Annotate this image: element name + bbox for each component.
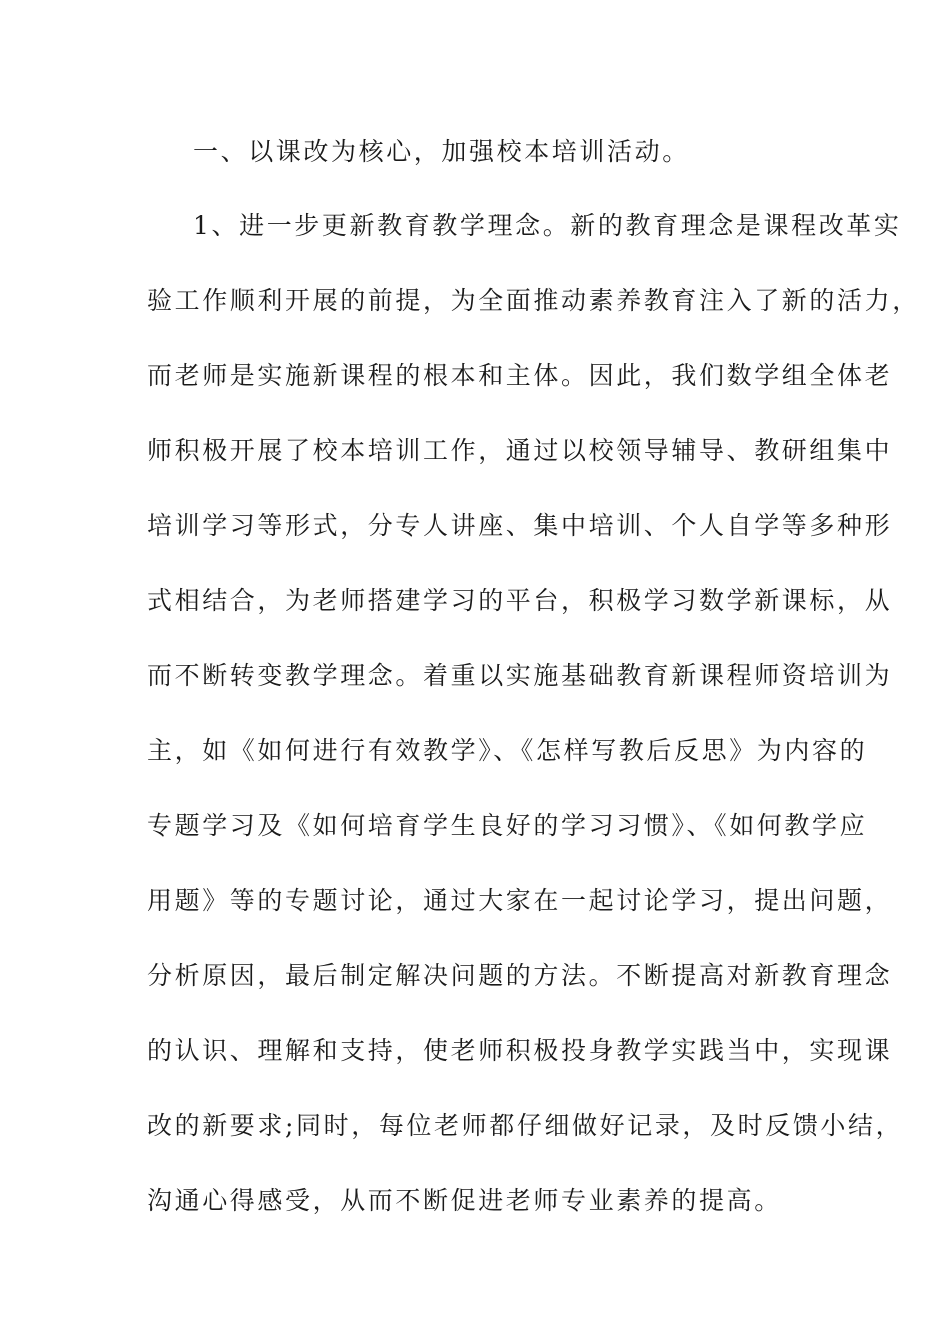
paragraph-line: 式相结合，为老师搭建学习的平台，积极学习数学新课标，从 bbox=[147, 586, 893, 615]
paragraph-line: 分析原因，最后制定解决问题的方法。不断提高对新教育理念 bbox=[147, 961, 893, 990]
paragraph-line: 专题学习及《如何培育学生良好的学习习惯》、《如何教学应 bbox=[147, 811, 868, 840]
paragraph-line: 沟通心得感受，从而不断促进老师专业素养的提高。 bbox=[147, 1186, 782, 1215]
paragraph-line: 师积极开展了校本培训工作，通过以校领导辅导、教研组集中 bbox=[147, 436, 893, 465]
paragraph-line: 而老师是实施新课程的根本和主体。因此，我们数学组全体老 bbox=[147, 361, 893, 390]
paragraph-line: 的认识、理解和支持，使老师积极投身教学实践当中，实现课 bbox=[147, 1036, 893, 1065]
section-heading: 一、以课改为核心，加强校本培训活动。 bbox=[193, 137, 690, 166]
paragraph-line: 1、进一步更新教育教学理念。新的教育理念是课程改革实 bbox=[193, 211, 902, 240]
paragraph-line: 用题》等的专题讨论，通过大家在一起讨论学习，提出问题， bbox=[147, 886, 893, 915]
paragraph-line: 培训学习等形式，分专人讲座、集中培训、个人自学等多种形 bbox=[147, 511, 893, 540]
paragraph-line: 而不断转变教学理念。着重以实施基础教育新课程师资培训为 bbox=[147, 661, 893, 690]
paragraph-line: 改的新要求;同时，每位老师都仔细做好记录，及时反馈小结， bbox=[147, 1111, 904, 1140]
paragraph-line: 主，如《如何进行有效教学》、《怎样写教后反思》为内容的 bbox=[147, 736, 868, 765]
paragraph-line: 验工作顺利开展的前提，为全面推动素养教育注入了新的活力， bbox=[147, 286, 920, 315]
